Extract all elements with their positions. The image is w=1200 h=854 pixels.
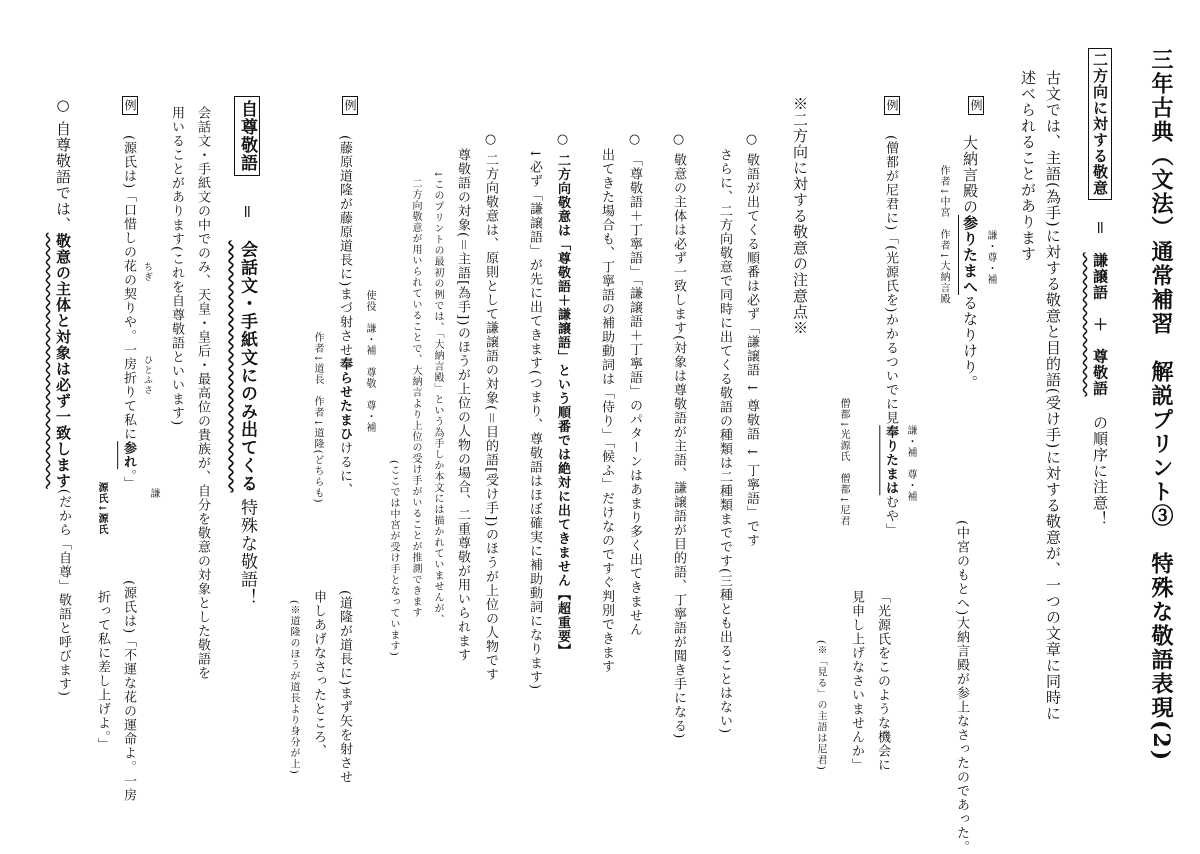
example2-tag: 例	[884, 96, 900, 115]
example1-subject: 大納言殿の	[961, 135, 979, 215]
note-text: 尊敬語の対象(＝主語[為手])のほうが上位の人物の場合、二重尊敬が用いられます	[455, 148, 470, 663]
example1-gloss: (中宮のもとへ)大納言殿が参上なさったのであった。	[954, 520, 969, 854]
section2-formula-tail: 特殊な敬語！	[237, 498, 257, 607]
section1-formula: 謙譲語 ＋ 尊敬語	[1091, 252, 1109, 397]
section2-formula: 会話文・手紙文にのみ出てくる	[237, 240, 257, 493]
example3-line: (藤原道隆が藤原道長に)まづ射させ	[337, 135, 352, 358]
section2-header	[238, 96, 255, 607]
example1-verb-mairi: 参り	[961, 215, 979, 247]
note-item	[718, 148, 731, 734]
example2-ending: むや」	[883, 495, 898, 538]
note-item	[484, 132, 497, 681]
example3-sentence	[338, 135, 351, 497]
example1-sentence	[962, 135, 977, 391]
example3-ending: けるに、	[337, 441, 352, 498]
example4-sentence	[122, 135, 135, 491]
example2-gloss-1: 「光源氏をこのような機会に	[875, 590, 890, 772]
example4-ruby-chigi: ちぎ	[142, 262, 152, 282]
note-item	[388, 460, 398, 657]
example4-gloss-2: 折って私に差し上げよ。」	[95, 590, 110, 752]
note-bullet: ○	[483, 132, 498, 148]
example4-annotation-type: 謙	[148, 488, 159, 499]
final-note	[55, 96, 70, 697]
example4-gloss-1: (源氏は)「不運な花の運命よ。一房	[121, 580, 136, 803]
final-text-b: 敬意の主体と対象は必ず一致します	[54, 232, 72, 489]
example4-authors: 源氏↓源氏	[96, 482, 107, 536]
note-text: 二方向敬意は「尊敬語＋謙譲語」という順番では絶対に出てきません【超重要】	[555, 153, 570, 658]
section2-heading: 自尊敬語	[234, 96, 260, 176]
note-item	[672, 132, 685, 739]
final-bullet: ○	[54, 96, 72, 115]
final-text-a: 自尊敬語では、	[54, 120, 72, 233]
note-text: 「尊敬語＋丁寧語」「謙譲語＋丁寧語」のパターンはあまり多く出てきません	[627, 153, 642, 637]
example1-verb-tamahe: たまへ	[961, 247, 979, 295]
example3-annotation-types: 使役 謙・補 尊敬 尊・補	[364, 290, 375, 433]
example2-line: (僧都が尼君に)「(光源氏を)かかるついでに見	[883, 135, 898, 426]
example1-authors: 作者↓中宮 作者↓大納言殿	[938, 165, 949, 305]
section1-intro-2: 述べられることがあります	[1019, 70, 1037, 262]
page-title: 三年古典（文法）通常補習 解説プリント③ 特殊な敬語表現(2)	[1148, 48, 1174, 763]
example3-note: (※道隆のほうが道長より身分が上)	[288, 600, 299, 775]
example2-sentence	[884, 135, 897, 537]
section2-desc-1: 会話文・手紙文の中でのみ、天皇・皇后・最高位の貴族が、自分を敬意の対象とした敬語を	[195, 106, 210, 680]
example2-note: (※「見る」の主語は尼君)	[815, 640, 826, 771]
note-item	[556, 132, 569, 658]
example3-verb-tatematsura: 奉ら	[337, 357, 352, 386]
notes-heading: ※二方向に対する敬意の注意点※	[791, 96, 809, 336]
section2-desc-2: 用いることがあります(これを自尊敬語といいます)	[169, 106, 184, 427]
note-text: ↓必ず「謙譲語」が先に出てきます(つまり、尊敬語はほぼ確実に補助動詞になります)	[527, 148, 542, 691]
note-text: さらに、二方向敬意で同時に出てくる敬語の種類は二種類までです(三種とも出ることはない)	[717, 148, 732, 735]
note-text: 二方向敬意は、原則として謙譲語の対象(＝目的語[受け手])のほうが上位の人物です	[483, 153, 498, 682]
note-text: (ここでは中宮が受け手となっています)	[388, 460, 399, 657]
note-item	[745, 132, 758, 547]
example1-tag: 例	[968, 96, 984, 115]
note-item	[432, 170, 442, 625]
example4-tag: 例	[122, 96, 138, 115]
section1-equals: ＝	[1091, 220, 1109, 237]
example1-annotation-types: 謙・尊・補	[985, 230, 996, 285]
note-bullet: ○	[744, 132, 759, 148]
example2-annotation-types: 謙・補 尊・補	[905, 425, 916, 502]
example2-gloss-2: 見申し上げなさいませんか」	[849, 590, 864, 772]
example3-authors: 作者↓道長 作者↓道隆(どちらも)	[312, 332, 323, 504]
example3-gloss-1: (道隆が道長に)まず矢を射させ	[337, 590, 352, 785]
example4-line: (源氏は)「口惜しの花の契りや。一房折りて私に	[121, 135, 136, 442]
note-item	[410, 178, 420, 618]
example3-gloss-2: 申しあげなさったところ、	[311, 590, 326, 758]
example3-verb-tamahi: たまひ	[337, 399, 352, 442]
note-text: 敬語が出てくる順番は必ず「謙譲語 ↓ 尊敬語 ↓ 丁寧語」です	[744, 153, 759, 548]
example2-verb-tatematsuri: 奉り	[883, 425, 898, 454]
note-text: 敬意の主体は必ず一致します(対象は尊敬語が主語、謙譲語が目的語、丁寧語が聞き手になる)	[671, 153, 686, 740]
note-item	[600, 148, 613, 674]
example3-verb-se: せ	[337, 385, 352, 400]
section2-equals: ＝	[238, 204, 256, 221]
note-text: ↓このプリントの最初の例では、「大納言殿」という為手しか本文には描かれていませんが、	[432, 170, 443, 626]
note-item	[456, 148, 469, 662]
example1-ending: るなりけり。	[961, 295, 979, 391]
section1-header	[1092, 48, 1107, 527]
example2-authors: 僧都↓光源氏 僧都↓尼君	[838, 398, 849, 527]
example2-verb-tamaha: たまは	[883, 453, 898, 496]
example4-verb-maire: 参れ	[121, 441, 136, 470]
section1-intro-1: 古文では、主語(為手)に対する敬意と目的語(受け手)に対する敬意が、一つの文章に同時に	[1044, 70, 1062, 722]
example4-ending: 。」	[121, 469, 136, 491]
note-item	[628, 132, 641, 637]
example3-tag: 例	[342, 96, 358, 115]
note-item	[528, 148, 541, 690]
final-text-c: (だから「自尊」敬語と呼びます)	[56, 488, 71, 697]
section1-heading: 二方向に対する敬意	[1088, 48, 1112, 200]
note-text: 出てきた場合も、丁寧語の補助動詞は「侍り」「候ふ」だけなのですぐ判別できます	[599, 148, 614, 674]
note-bullet: ○	[555, 132, 570, 148]
note-text: 二方向敬意が用いられていることで、大納言より上位の受け手がいることが推測できます	[410, 178, 421, 618]
section1-formula-note: の順序に注意！	[1091, 414, 1109, 527]
note-bullet: ○	[671, 132, 686, 148]
example4-ruby-hitofusa: ひとふさ	[142, 355, 152, 395]
note-bullet: ○	[627, 132, 642, 148]
